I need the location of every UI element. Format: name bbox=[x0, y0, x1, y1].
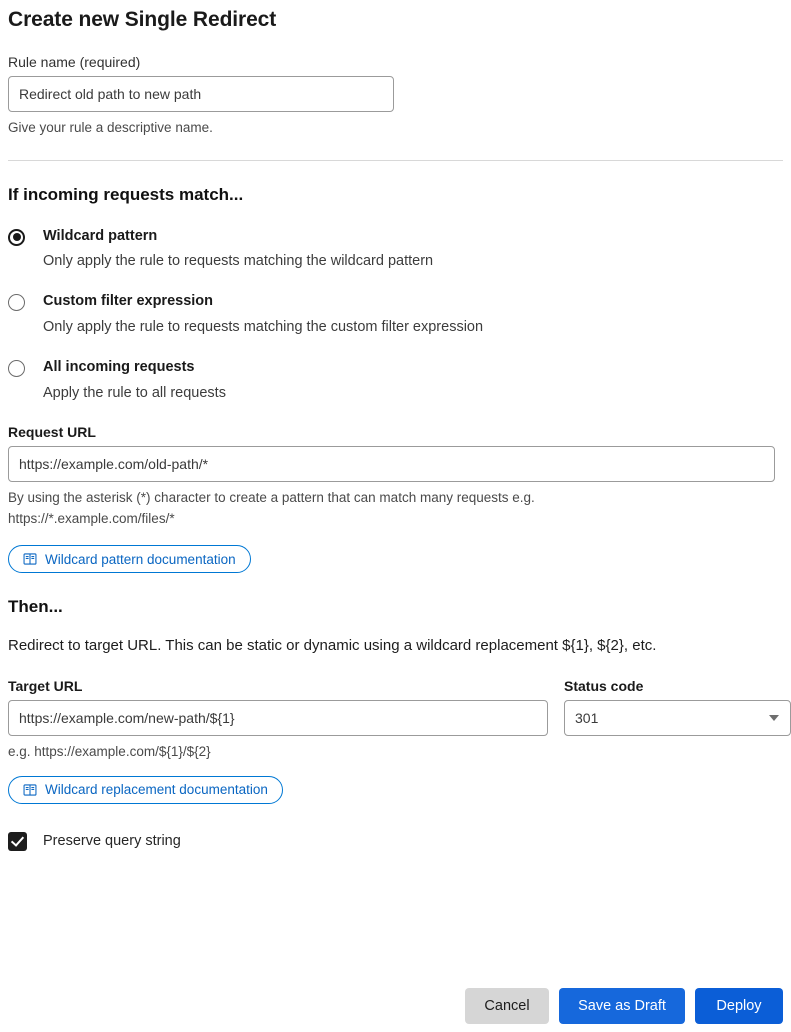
save-as-draft-button[interactable]: Save as Draft bbox=[559, 988, 685, 1024]
page-title: Create new Single Redirect bbox=[8, 8, 277, 31]
radio-option-title: All incoming requests bbox=[43, 359, 195, 376]
target-url-helper: e.g. https://example.com/${1}/${2} bbox=[8, 744, 211, 760]
deploy-button[interactable]: Deploy bbox=[695, 988, 783, 1024]
then-section-description: Redirect to target URL. This can be static or dynamic using a wildcard replacement ${1}, ${2}, etc. bbox=[8, 637, 657, 655]
book-icon bbox=[23, 552, 37, 566]
radio-icon[interactable] bbox=[8, 294, 25, 311]
target-url-label: Target URL bbox=[8, 678, 83, 695]
doc-link-label: Wildcard pattern documentation bbox=[45, 551, 236, 567]
match-section-heading: If incoming requests match... bbox=[8, 184, 244, 204]
wildcard-replacement-documentation-link[interactable] bbox=[8, 776, 283, 804]
form-actions bbox=[465, 988, 783, 1024]
preserve-query-string-label: Preserve query string bbox=[43, 833, 181, 850]
preserve-query-string-checkbox[interactable] bbox=[8, 832, 783, 851]
request-url-helper-line1: By using the asterisk (*) character to create a pattern that can match many requests e.g. bbox=[8, 489, 535, 505]
radio-option-all-incoming-requests[interactable] bbox=[8, 358, 783, 402]
match-type-radio-group bbox=[8, 227, 783, 402]
radio-option-description: Apply the rule to all requests bbox=[43, 384, 226, 401]
radio-option-description: Only apply the rule to requests matching the custom filter expression bbox=[43, 318, 484, 335]
target-and-status-row bbox=[8, 656, 783, 762]
status-code-value: 301 bbox=[575, 710, 599, 727]
request-url-input[interactable] bbox=[8, 446, 775, 482]
radio-option-title: Wildcard pattern bbox=[43, 227, 158, 244]
radio-option-custom-filter-expression[interactable] bbox=[8, 292, 783, 336]
radio-icon[interactable] bbox=[8, 229, 25, 246]
target-url-input[interactable] bbox=[8, 700, 548, 736]
status-code-label: Status code bbox=[564, 678, 644, 695]
book-icon bbox=[23, 783, 37, 797]
request-url-helper-line2: https://*.example.com/files/* bbox=[8, 511, 175, 527]
then-section-heading: Then... bbox=[8, 597, 63, 617]
section-divider bbox=[8, 160, 783, 161]
request-url-label: Request URL bbox=[8, 423, 96, 440]
radio-option-title: Custom filter expression bbox=[43, 293, 214, 310]
doc-link-label: Wildcard replacement documentation bbox=[45, 782, 268, 798]
rule-name-input[interactable] bbox=[8, 76, 394, 112]
wildcard-pattern-documentation-link[interactable] bbox=[8, 545, 251, 573]
rule-name-label: Rule name (required) bbox=[8, 54, 141, 70]
radio-icon[interactable] bbox=[8, 360, 25, 377]
radio-option-wildcard-pattern[interactable] bbox=[8, 227, 783, 271]
checkbox-icon[interactable] bbox=[8, 832, 27, 851]
status-code-select[interactable] bbox=[564, 700, 791, 736]
cancel-button[interactable]: Cancel bbox=[465, 988, 549, 1024]
rule-name-helper: Give your rule a descriptive name. bbox=[8, 120, 213, 135]
radio-option-description: Only apply the rule to requests matching the wildcard pattern bbox=[43, 252, 434, 269]
